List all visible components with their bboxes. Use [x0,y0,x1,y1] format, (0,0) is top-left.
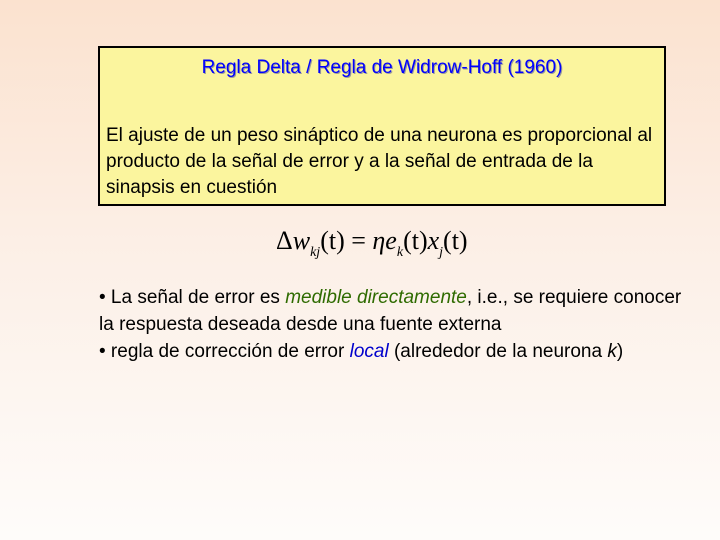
formula-eta: η [372,226,386,255]
formula-t3: (t) [443,226,468,255]
formula-w-sub: kj [310,245,321,260]
bullet-2-text-end: ) [616,341,624,362]
formula-x-sub: j [439,245,444,260]
delta-rule-formula [276,226,468,270]
bullet-1-emphasis: medible directamente [285,287,467,308]
formula-e-sub: k [396,245,404,260]
definition-box [98,46,666,206]
bullet-item-1 [99,284,699,338]
bullet-list [99,284,699,365]
formula-delta: Δ [276,226,293,255]
formula-w: w [292,226,311,255]
bullet-2-text: • regla de corrección de error [99,341,350,362]
box-title: Regla Delta / Regla de Widrow-Hoff (1960) [201,57,563,78]
bullet-2-emphasis: local [349,341,389,362]
bullet-1-text: • La señal de error es [99,287,286,308]
box-body: El ajuste de un peso sináptico de una neurona es proporcional al producto de la señal de error y a la señal de entrada de la sinapsis en cuestión [106,125,653,198]
bullet-1-text-end: , i.e., se requiere conocer la respuesta deseada desde una fuente externa [99,287,682,335]
bullet-2-text-mid: (alrededor de la neurona [388,341,608,362]
formula-t1: (t) = [320,226,373,255]
bullet-2-k: k [607,341,617,362]
formula-e: e [385,226,397,255]
bullet-item-2 [99,338,699,365]
formula-x: x [427,226,440,255]
formula-t2: (t) [403,226,428,255]
